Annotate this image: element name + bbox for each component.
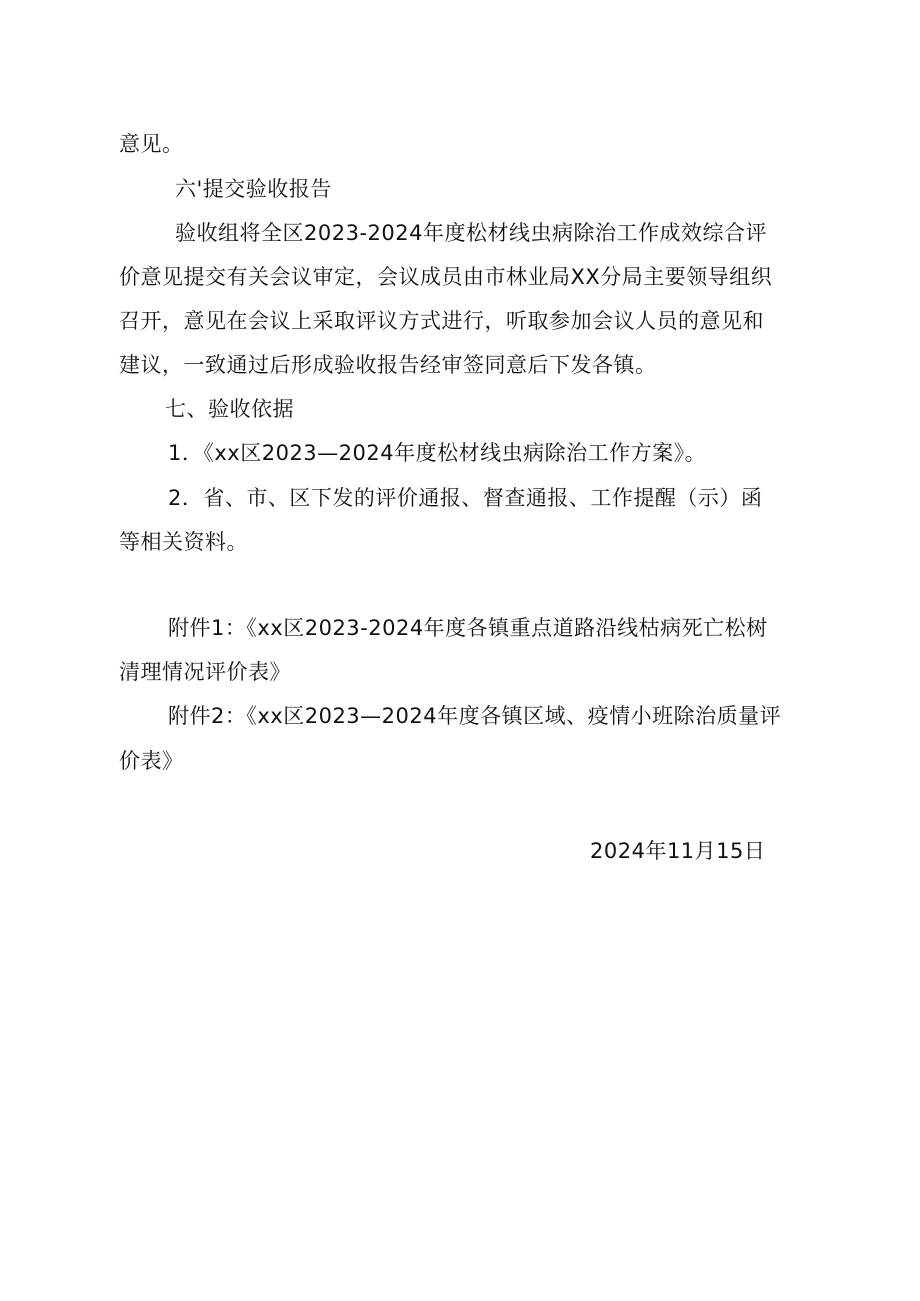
section6-line-4: 建议，一致通过后形成验收报告经审签同意后下发各镇。 [119, 353, 657, 377]
section6-heading: 六'提交验收报告 [175, 177, 332, 201]
section6-line-1: 验收组将全区2023-2024年度松材线虫病除治工作成效综合评 [175, 221, 767, 245]
attachment-2-line-1: 附件2：《xx区2023—2024年度各镇区域、疫情小班除治质量评 [168, 704, 782, 728]
basis-item-2-line-1: 2．省、市、区下发的评价通报、督查通报、工作提醒（示）函 [168, 486, 763, 510]
attachment-2-line-2: 价表》 [119, 749, 184, 773]
section6-line-3: 召开，意见在会议上采取评议方式进行，听取参加会议人员的意见和 [119, 309, 764, 333]
basis-item-1: 1．《xx区2023—2024年度松材线虫病除治工作方案》。 [168, 441, 707, 465]
document-date: 2024年11月15日 [590, 839, 766, 863]
section6-line-2: 价意见提交有关会议审定，会议成员由市林业局XX分局主要领导组织 [119, 265, 773, 289]
attachment-1-line-2: 清理情况评价表》 [119, 660, 291, 684]
paragraph-tail: 意见。 [119, 132, 184, 156]
basis-item-2-line-2: 等相关资料。 [119, 530, 248, 554]
attachment-1-line-1: 附件1：《xx区2023-2024年度各镇重点道路沿线枯病死亡松树 [168, 616, 768, 640]
section7-heading: 七、验收依据 [165, 397, 294, 421]
